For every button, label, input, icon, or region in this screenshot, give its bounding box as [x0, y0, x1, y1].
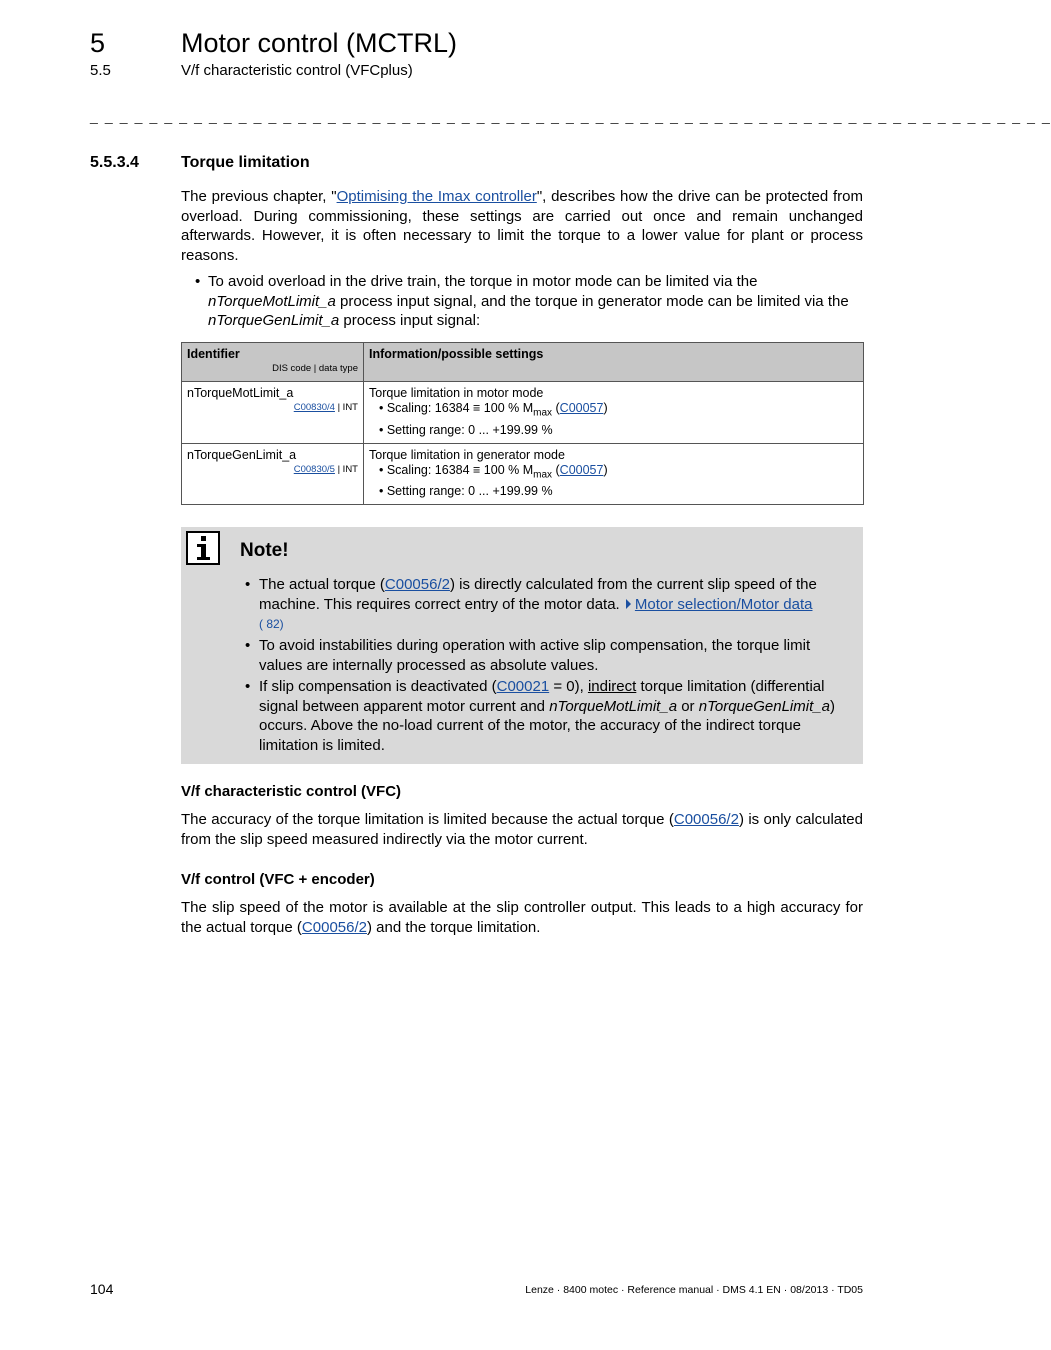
identifier: nTorqueGenLimit_a — [187, 447, 297, 462]
arrow-right-icon — [626, 599, 631, 609]
code-link-c00057[interactable]: C00057 — [559, 401, 604, 415]
chapter-number: 5 — [90, 28, 106, 58]
code-link-c00830-5[interactable]: C00830/5 — [293, 463, 335, 475]
signal-table — [181, 342, 864, 505]
chapter-title: Motor control (MCTRL) — [181, 28, 458, 58]
header-divider: _ _ _ _ _ _ _ _ _ _ _ _ _ _ _ _ _ _ _ _ _ _ _ _ _ _ _ _ _ _ _ _ _ _ _ _ _ _ _ _ _ _ _ _ _ _ _ _ _ _ _ _ _ _ _ _ _ _ _ _ _ _ _ _ _ — [90, 108, 1051, 124]
optimising-imax-link[interactable]: Optimising the Imax controller — [336, 188, 537, 205]
column-header-identifier: Identifier DIS code | data type — [182, 343, 364, 382]
section-title: V/f characteristic control (VFCplus) — [181, 62, 413, 79]
column-header-info: Information/possible settings — [364, 343, 864, 382]
note-bullet: • If slip compensation is deactivated (C00021 = 0), indirect torque limitation (differential signal between apparent motor current and nTorqueMotLimit_a or nTorqueGenLimit_a) occurs. Above the no-load current of the motor, the accuracy of the indirect torque limitation is limited. — [245, 678, 835, 754]
code-link-c00056-2[interactable]: C00056/2 — [301, 918, 367, 936]
note-bullet: • To avoid instabilities during operation with active slip compensation, the torque limit values are internally processed as absolute values. — [245, 637, 811, 674]
vfc-encoder-heading: V/f control (VFC + encoder) — [181, 871, 375, 888]
info-icon — [186, 531, 220, 565]
note-bullet: • The actual torque (C00056/2) is directly calculated from the current slip speed of the machine. This requires correct entry of the motor data. Motor selection/Motor data ( 82) — [245, 576, 817, 631]
code-link-c00830-4[interactable]: C00830/4 — [293, 402, 335, 413]
code-link-c00021[interactable]: C00021 — [496, 678, 550, 695]
intro-paragraph: The previous chapter, "Optimising the Imax controller", describes how the drive can be protected from overload. During commissioning, these settings are carried out once and remain unchanged afterwards. However, it is often necessary to limit the torque to a lower value for plant or process reasons. — [181, 188, 863, 264]
vfc-heading: V/f characteristic control (VFC) — [181, 783, 402, 800]
table-row: nTorqueMotLimit_a C00830/4 | INT Torque limitation in motor mode • Scaling: 16384 ≡ 100 % $M_{max}$ (C00057) • Setting range: 0 ... +199.99 % — [182, 382, 864, 444]
page-number: 104 — [90, 1281, 114, 1297]
info-text: Torque limitation in motor mode — [369, 386, 544, 400]
note-title: Note! — [240, 540, 289, 561]
vfc-encoder-paragraph: The slip speed of the motor is available at the slip controller output. This leads to a high accuracy for the actual torque (C00056/2) and the torque limitation. — [181, 899, 863, 936]
identifier: nTorqueMotLimit_a — [187, 386, 294, 400]
code-link-c00056-2[interactable]: C00056/2 — [384, 576, 450, 593]
info-text: Torque limitation in generator mode — [369, 447, 565, 462]
heading-title: Torque limitation — [181, 154, 310, 171]
motor-selection-link[interactable]: Motor selection/Motor data — [634, 595, 813, 613]
heading-number: 5.5.3.4 — [90, 154, 139, 171]
code-link-c00056-2[interactable]: C00056/2 — [673, 811, 739, 828]
code-link-c00057[interactable]: C00057 — [559, 462, 604, 477]
table-header-row — [182, 343, 864, 382]
bullet-item: • To avoid overload in the drive train, the torque in motor mode can be limited via the nTorqueMotLimit_a process input signal, and the torque in generator mode can be limited via the nTorqueGenLimit_a process input signal: — [195, 273, 849, 329]
footer-text: Lenze · 8400 motec · Reference manual · DMS 4.1 EN · 08/2013 · TD05 — [525, 1284, 863, 1296]
section-number: 5.5 — [90, 62, 111, 79]
vfc-paragraph: The accuracy of the torque limitation is limited because the actual torque (C00056/2) is only calculated from the slip speed measured indirectly via the motor current. — [181, 811, 863, 848]
page-reference[interactable]: ( 82) — [259, 617, 284, 631]
table-row: nTorqueGenLimit_a C00830/5 | INT Torque limitation in generator mode • Scaling: 16384 ≡ 100 % $M_{max}$ (C00057) • Setting range: 0 ... +199.99 % — [182, 443, 864, 505]
